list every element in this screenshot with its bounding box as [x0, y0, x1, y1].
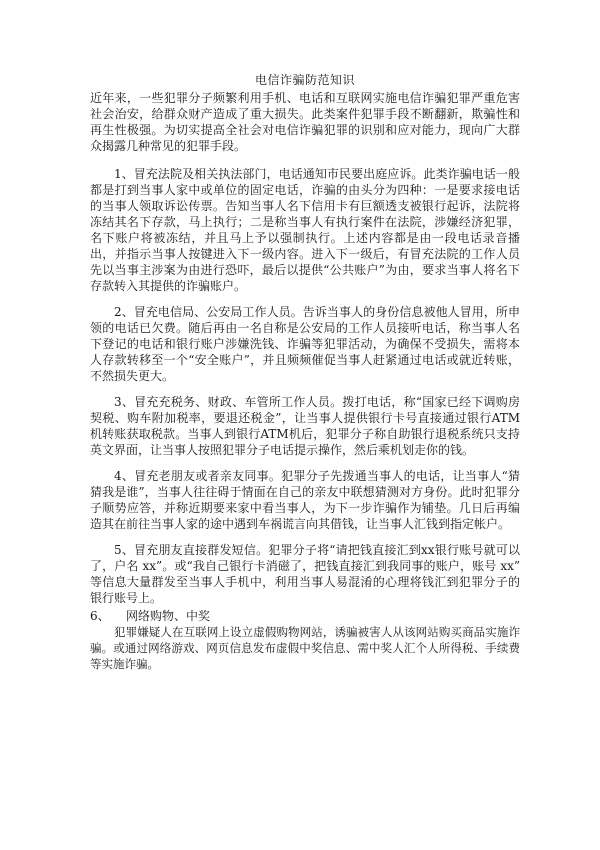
section-2-paragraph: 2、冒充电信局、公安局工作人员。告诉当事人的身份信息被他人冒用，所申领的电话已欠费。随后再由一名自称是公安局的工作人员接听电话，称当事人名下登记的电话和银行账户涉嫌洗钱、诈骗等犯罪活动，为确保不受损失，需将本人存款转移至一个“安全账户”，并且频频催促当事人赶紧通过电话或就近转账，不然损失更大。: [90, 305, 520, 383]
section-3-paragraph: 3、冒充充税务、财政、车管所工作人员。拨打电话，称“国家已经下调购房契税、购车附加税率，要退还税金”，让当事人提供银行卡号直接通过银行ATM机转账获取税款。当事人到银行ATM机后，犯罪分子称自助银行退税系统只支持英文界面，让当事人按照犯罪分子电话提示操作，然后乘机划走你的钱。: [90, 395, 520, 457]
section-6-number: 6、: [90, 609, 110, 623]
section-4-paragraph: 4、冒充老朋友或者亲友同事。犯罪分子先拨通当事人的电话，让当事人“猜猜我是谁”，当事人往往碍于情面在自己的亲友中联想猜测对方身份。此时犯罪分子顺势应答，并称近期要来家中看当事人，为下一步诈骗作为铺垫。几日后再编造其在前往当事人家的途中遇到车祸谎言向其借钱，让当事人汇钱到指定帐户。: [90, 469, 520, 531]
intro-paragraph: 近年来，一些犯罪分子频繁利用手机、电话和互联网实施电信诈骗犯罪严重危害社会治安，给群众财产造成了重大损失。此类案件犯罪手段不断翻新，欺骗性和再生性极强。为切实提高全社会对电信诈骗犯罪的识别和应对能力，现向广大群众揭露几种常见的犯罪手段。: [90, 91, 520, 153]
section-1-paragraph: 1、冒充法院及相关执法部门，电话通知市民要出庭应诉。此类诈骗电话一般都是打到当事人家中或单位的固定电话，诈骗的由头分为四种：一是要求接电话的当事人领取诉讼传票。告知当事人名下信用卡有巨额透支被银行起诉，法院将冻结其名下存款，马上执行；二是称当事人有执行案件在法院，涉嫌经济犯罪，名下账户将被冻结，并且马上予以强制执行。上述内容都是由一段电话录音播出，并指示当事人按键进入下一级内容。进入下一级后，有冒充法院的工作人员先以当事主涉案为由进行恐吓，最后以提供“公共账户”为由，要求当事人将名下存款转入其提供的诈骗账户。: [90, 167, 520, 293]
document-title: 电信诈骗防范知识: [254, 73, 355, 87]
section-6-heading: [90, 608, 520, 624]
document-page: [90, 72, 520, 672]
section-6-heading-text: 网络购物、中奖: [126, 609, 211, 623]
section-5-paragraph: 5、冒充朋友直接群发短信。犯罪分子将“请把钱直接汇到xx银行账号就可以了，户名 xx”。或“我自己银行卡消磁了，把钱直接汇到我同事的账户，账号 xx” 等信息大量群发至当事人手机中，利用当事人易混淆的心理将钱汇到犯罪分子的银行账号上。: [90, 543, 520, 605]
section-6-paragraph: 犯罪嫌疑人在互联网上设立虚假购物网站，诱骗被害人从该网站购买商品实施诈骗。或通过网络游戏、网页信息发布虚假中奖信息、需中奖人汇个人所得税、手续费等实施诈骗。: [90, 625, 520, 671]
